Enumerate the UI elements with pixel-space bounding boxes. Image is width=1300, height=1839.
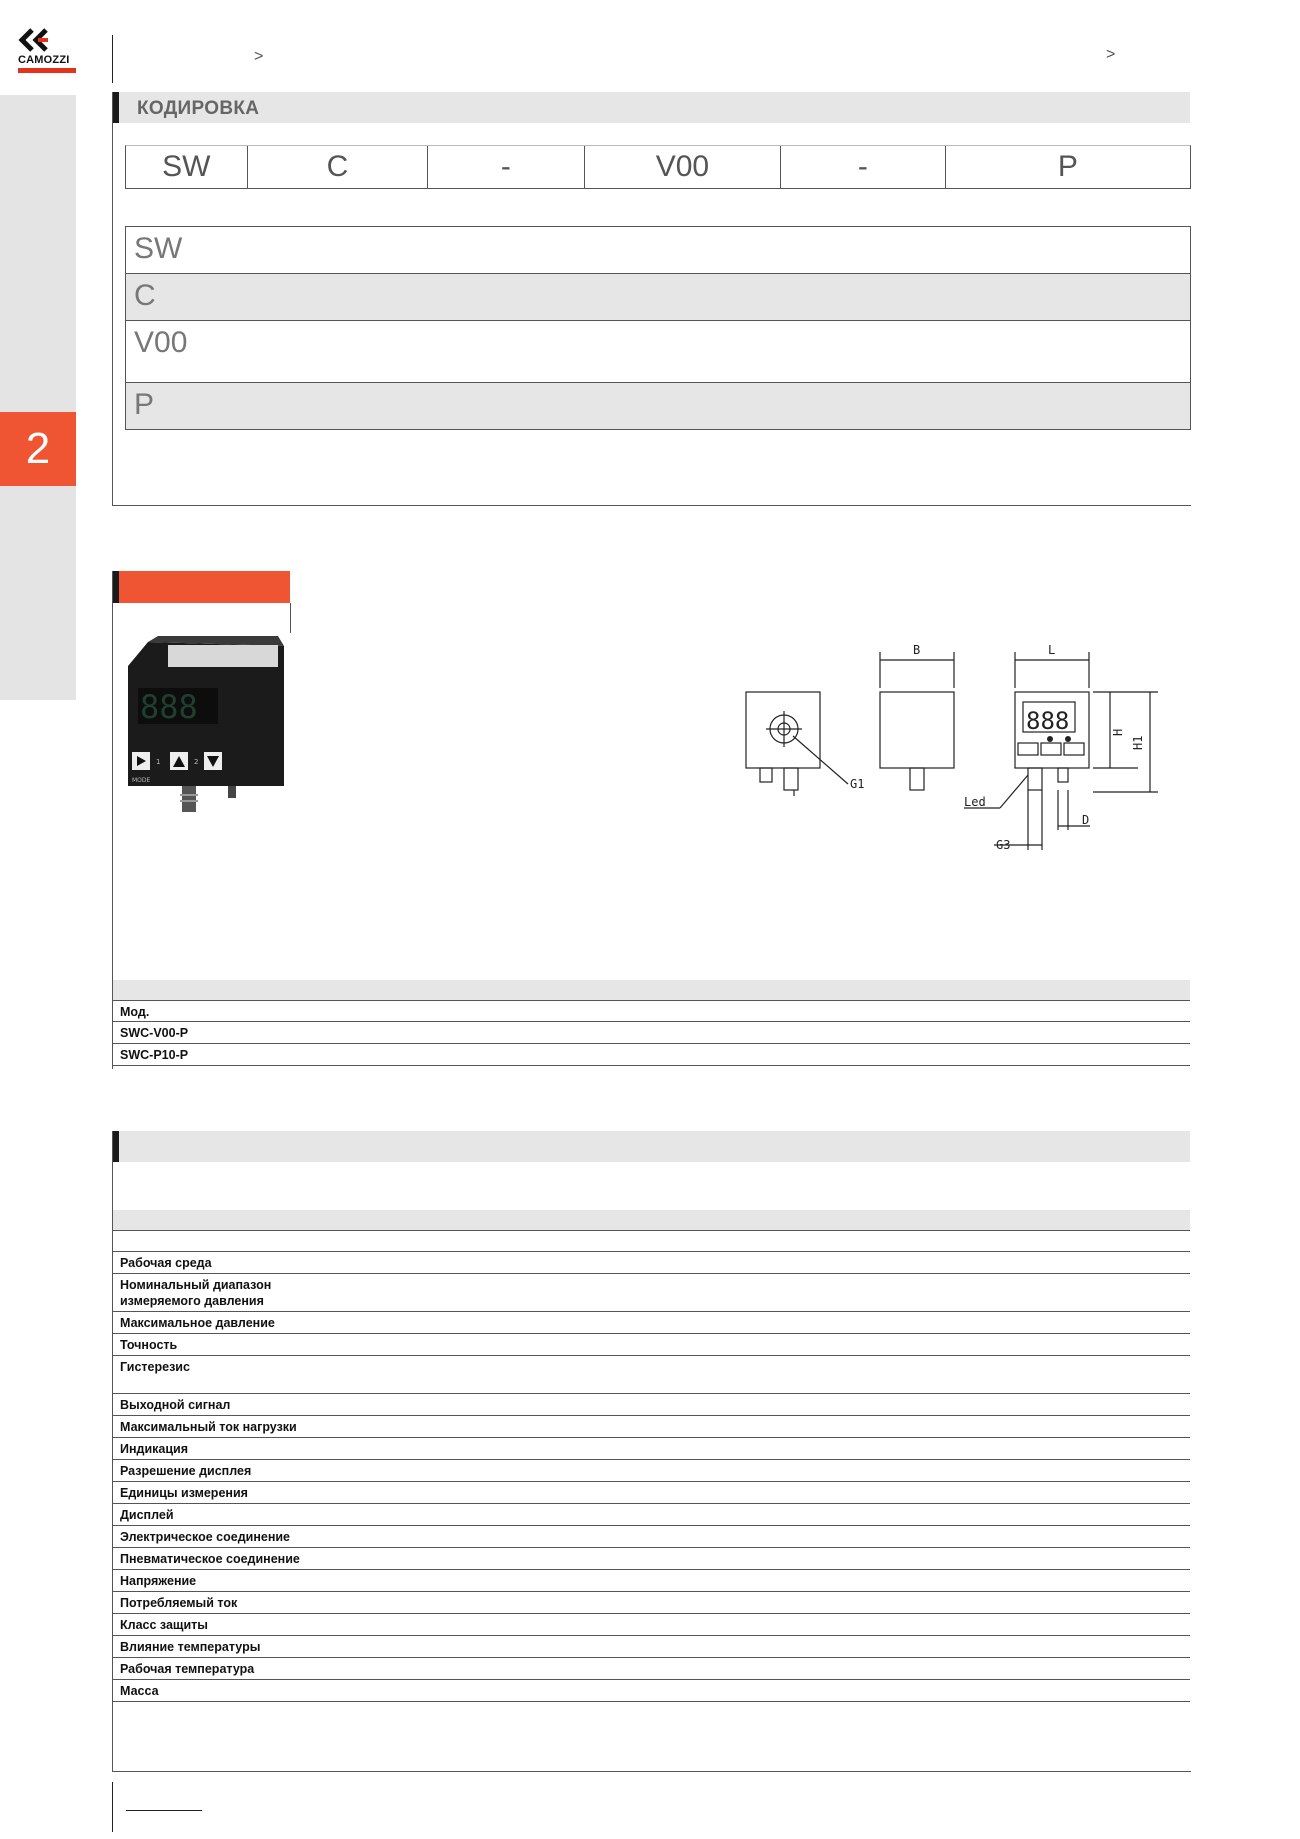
footer-divider (112, 1782, 113, 1832)
model-column-label: Мод. (120, 1005, 150, 1019)
coding-header (113, 92, 1190, 123)
spec-label: Масса (120, 1684, 159, 1698)
table-row (113, 1044, 1190, 1066)
row-code: V00 (134, 326, 188, 359)
coding-title: КОДИРОВКА (137, 98, 260, 119)
footer-rule (126, 1810, 202, 1811)
table-row (113, 1680, 1190, 1702)
chapter-tab[interactable] (0, 412, 76, 486)
spec-label: Рабочая температура (120, 1662, 255, 1676)
specs-table-subheader (113, 1230, 1190, 1252)
coding-left-border (112, 92, 113, 506)
spec-label: Максимальное давление (120, 1316, 275, 1330)
coding-bottom-border (112, 505, 1191, 506)
table-row (113, 1438, 1190, 1460)
section-mark (113, 1131, 119, 1162)
table-row (113, 1394, 1190, 1416)
model-code: SWC-V00-P (120, 1026, 189, 1040)
row-code: P (134, 388, 155, 421)
table-row (113, 1570, 1190, 1592)
code-cell[interactable]: - (781, 146, 946, 188)
chapter-number: 2 (25, 424, 51, 473)
table-row (113, 1526, 1190, 1548)
table-row (113, 1356, 1190, 1394)
model-code: SWC-P10-P (120, 1048, 189, 1062)
table-row (113, 1504, 1190, 1526)
logo-text: CAMOZZI (18, 54, 70, 66)
tab-divider (290, 603, 291, 633)
table-row (113, 1312, 1190, 1334)
spec-label: Рабочая среда (120, 1256, 212, 1270)
spec-label: Электрическое соединение (120, 1530, 291, 1544)
table-row (113, 1334, 1190, 1356)
dim-label-led: Led (964, 795, 986, 809)
code-cell[interactable]: SW (126, 146, 248, 188)
table-row (113, 1614, 1190, 1636)
explanation-row (126, 383, 1190, 429)
table-row (113, 1460, 1190, 1482)
product-tab (113, 571, 290, 603)
code-cell[interactable]: V00 (585, 146, 781, 188)
spec-label: Класс защиты (120, 1618, 208, 1632)
spec-label: Выходной сигнал (120, 1398, 231, 1412)
spec-label: Единицы измерения (120, 1486, 248, 1500)
spec-label: Влияние температуры (120, 1640, 261, 1654)
spec-label: Потребляемый ток (120, 1596, 238, 1610)
table-row (113, 1274, 1190, 1312)
table-row (113, 1636, 1190, 1658)
code-cell[interactable]: - (428, 146, 585, 188)
breadcrumb-separator: > (254, 48, 264, 65)
spec-label: Индикация (120, 1442, 189, 1456)
coding-explanation-table (125, 226, 1191, 430)
dim-label-d: D (1082, 813, 1090, 827)
dim-label-g1: G1 (850, 777, 865, 791)
explanation-row (126, 274, 1190, 321)
header-divider (112, 35, 113, 83)
code-row (125, 145, 1191, 189)
table-row (113, 1416, 1190, 1438)
display-digits: 888 (140, 688, 198, 726)
button-2-label: 2 (194, 758, 199, 766)
camozzi-mark-icon (18, 28, 78, 54)
spec-label: Разрешение дисплея (120, 1464, 252, 1478)
models-table-header (113, 1000, 1190, 1022)
product-photo (118, 636, 288, 814)
table-row (113, 1252, 1190, 1274)
spec-label: Пневматическое соединение (120, 1552, 300, 1566)
specs-header (113, 1131, 1190, 1162)
dimension-drawing (738, 640, 1158, 860)
camozzi-logo (18, 28, 78, 76)
explanation-row (126, 321, 1190, 383)
table-row (113, 1482, 1190, 1504)
dim-label-h1: H1 (1131, 735, 1145, 750)
section-mark (113, 571, 119, 603)
spec-label: Напряжение (120, 1574, 197, 1588)
table-row (113, 1592, 1190, 1614)
table-row (113, 1022, 1190, 1044)
drawing-display: 888 (1026, 707, 1070, 735)
mode-label: MODE (132, 777, 151, 784)
spec-label: Гистерезис (120, 1360, 190, 1374)
chapter-rail (0, 95, 76, 700)
spec-label: Номинальный диапазон измеряемого давления (120, 1278, 272, 1308)
models-table-header-band (113, 980, 1190, 1000)
code-cell[interactable]: C (248, 146, 428, 188)
spec-label: Максимальный ток нагрузки (120, 1420, 297, 1434)
spec-label: Дисплей (120, 1508, 174, 1522)
dim-label-g3: G3 (996, 838, 1011, 852)
spec-label: Точность (120, 1338, 178, 1352)
explanation-row (126, 227, 1190, 274)
row-code: SW (134, 232, 183, 265)
row-code: C (134, 279, 156, 312)
table-row (113, 1658, 1190, 1680)
specs-bottom-border (112, 1771, 1191, 1772)
specs-table-header-band (113, 1210, 1190, 1230)
breadcrumb-separator: > (1106, 46, 1116, 63)
button-1-label: 1 (156, 758, 161, 766)
code-cell[interactable]: P (1057, 150, 1078, 183)
logo-bar (18, 68, 76, 73)
dim-label-b: B (913, 643, 921, 657)
table-row (113, 1548, 1190, 1570)
dim-label-h: H (1111, 728, 1125, 736)
section-mark (113, 92, 119, 123)
dim-label-l: L (1048, 643, 1056, 657)
